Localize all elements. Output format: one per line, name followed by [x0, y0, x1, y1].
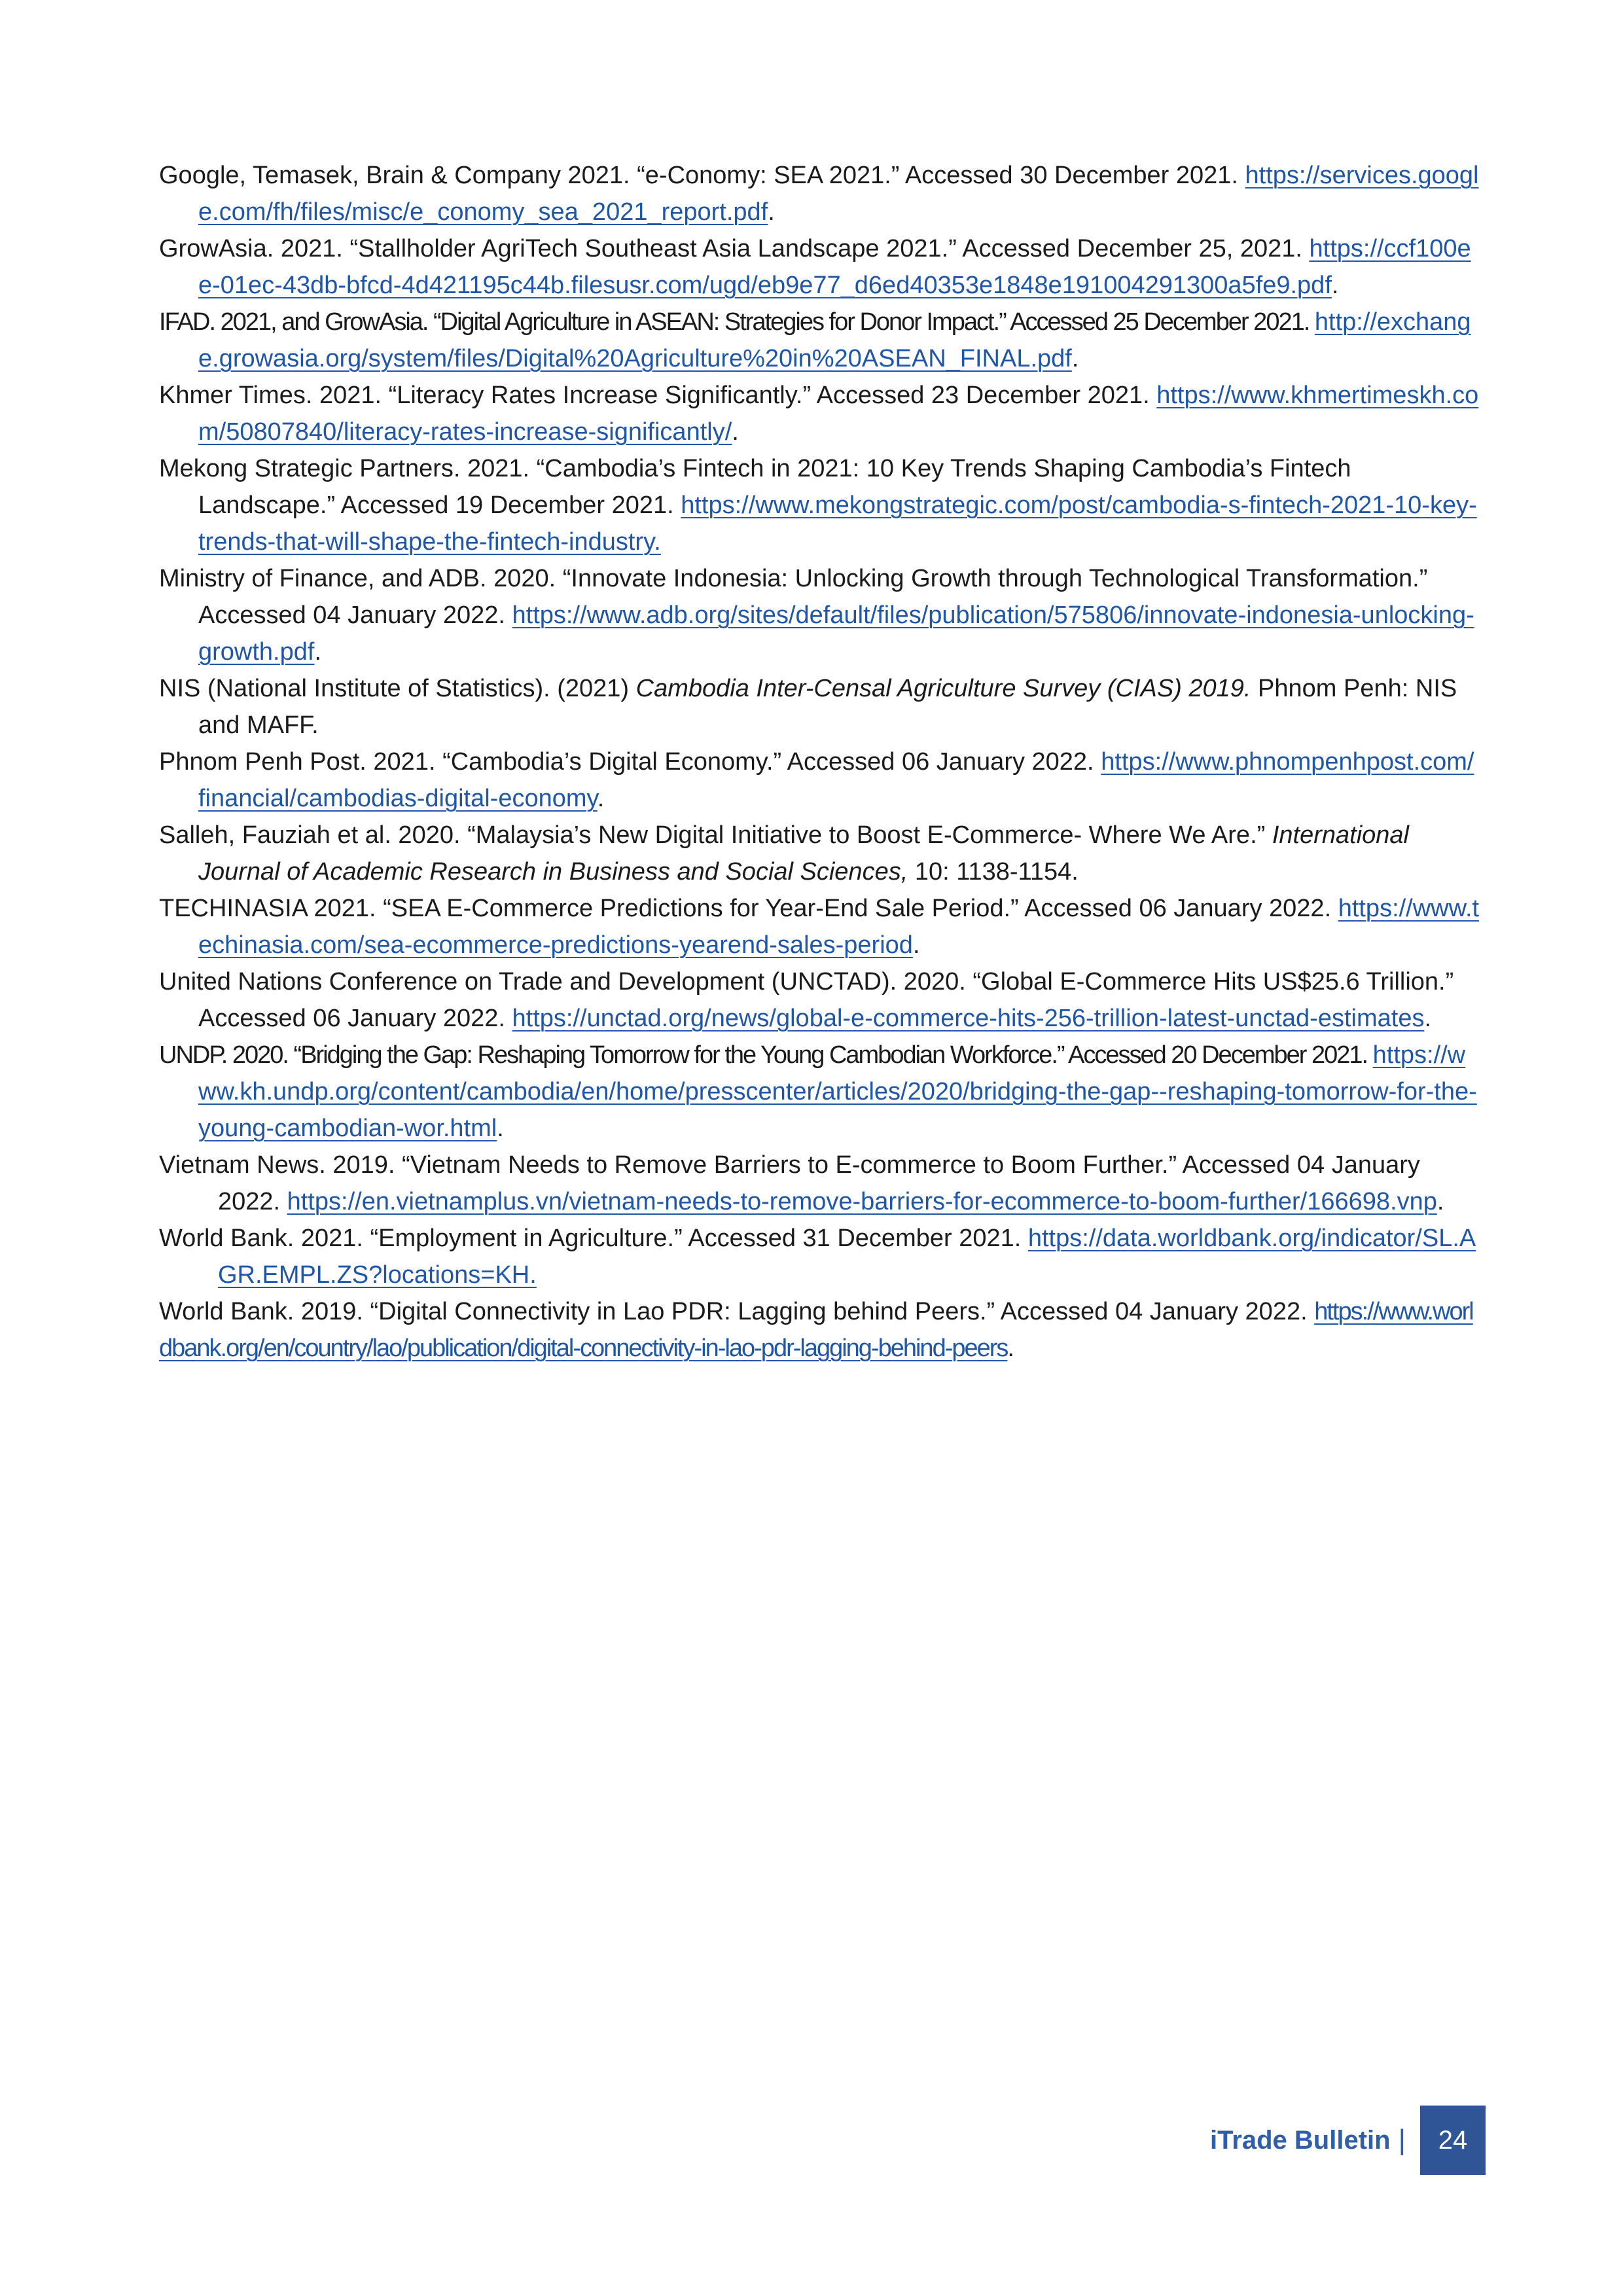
reference-text: Vietnam News. 2019. “Vietnam Needs to Remove Barriers to E-commerce to Boom Further.” Accessed 04 January 2022. — [159, 1151, 1420, 1215]
reference-trailer: . — [1424, 1005, 1432, 1032]
reference-entry — [159, 377, 1481, 450]
footer-separator: | — [1398, 2124, 1406, 2156]
reference-entry — [159, 963, 1481, 1037]
reference-trailer: . — [1331, 272, 1339, 299]
reference-entry — [159, 450, 1481, 560]
reference-italic-title: International Journal of Academic Research in Business and Social Sciences, — [198, 821, 1409, 886]
reference-link[interactable]: https://en.vietnamplus.vn/vietnam-needs-to-remove-barriers-for-ecommerce-to-boom-further/166698.vnp — [287, 1188, 1437, 1215]
reference-entry — [159, 1147, 1481, 1220]
reference-text: Mekong Strategic Partners. 2021. “Cambodia’s Fintech in 2021: 10 Key Trends Shaping Cambodia’s Fintech Landscape.” Accessed 19 December 2021. — [159, 455, 1351, 519]
reference-trailer: . — [1007, 1335, 1014, 1362]
reference-trailer: . — [1071, 345, 1078, 372]
reference-entry — [159, 560, 1481, 670]
reference-text: Phnom Penh Post. 2021. “Cambodia’s Digital Economy.” Accessed 06 January 2022. — [159, 748, 1101, 776]
reference-text: World Bank. 2019. “Digital Connectivity in Lao PDR: Lagging behind Peers.” Accessed 04 January 2022. — [159, 1298, 1315, 1325]
reference-entry — [159, 670, 1481, 744]
reference-text: TECHINASIA 2021. “SEA E-Commerce Predictions for Year-End Sale Period.” Accessed 06 January 2022. — [159, 895, 1338, 922]
reference-text: UNDP. 2020. “Bridging the Gap: Reshaping Tomorrow for the Young Cambodian Workforce.” Accessed 20 December 2021. — [159, 1041, 1373, 1069]
reference-trailer: . — [768, 198, 775, 226]
reference-link[interactable]: http://exchange.growasia.org/system/files/Digital%20Agriculture%20in%20ASEAN_FINAL.pdf — [198, 308, 1471, 372]
reference-link[interactable]: https://www.worldbank.org/en/country/lao/publication/digital-connectivity-in-lao-pdr-lagging-behind-peers — [159, 1298, 1473, 1362]
reference-trailer: . — [597, 785, 605, 812]
page-footer — [1171, 2104, 1486, 2176]
reference-italic-title: Cambodia Inter-Censal Agriculture Survey (CIAS) 2019. — [635, 675, 1251, 702]
reference-text: United Nations Conference on Trade and Development (UNCTAD). 2020. “Global E-Commerce Hits US$25.6 Trillion.” Accessed 06 January 2022. — [159, 968, 1454, 1032]
reference-link[interactable]: https://www.khmertimeskh.com/50807840/literacy-rates-increase-significantly/ — [198, 382, 1479, 446]
reference-text: Google, Temasek, Brain & Company 2021. “e-Conomy: SEA 2021.” Accessed 30 December 2021. — [159, 162, 1245, 189]
page-number-badge — [1420, 2106, 1486, 2175]
reference-entry — [159, 157, 1481, 230]
reference-link[interactable]: https://www.adb.org/sites/default/files/publication/575806/innovate-indonesia-unlocking-growth.pdf — [198, 601, 1474, 666]
reference-trailer: Phnom Penh: NIS and MAFF. — [198, 675, 1457, 739]
reference-text: NIS (National Institute of Statistics). (2021) — [159, 675, 636, 702]
reference-trailer: . — [912, 931, 920, 959]
reference-link[interactable]: https://data.worldbank.org/indicator/SL.AGR.EMPL.ZS?locations=KH. — [218, 1225, 1476, 1289]
reference-link[interactable]: https://services.google.com/fh/files/misc/e_conomy_sea_2021_report.pdf — [198, 162, 1479, 226]
reference-trailer: 10: 1138-1154. — [908, 858, 1079, 886]
reference-entry — [159, 817, 1481, 890]
reference-text: World Bank. 2021. “Employment in Agriculture.” Accessed 31 December 2021. — [159, 1225, 1028, 1252]
reference-link[interactable]: https://ccf100ee-01ec-43db-bfcd-4d421195c44b.filesusr.com/ugd/eb9e77_d6ed40353e1848e191004291300a5fe9.pdf — [198, 235, 1471, 299]
reference-entry — [159, 1220, 1481, 1293]
reference-text: Ministry of Finance, and ADB. 2020. “Innovate Indonesia: Unlocking Growth through Technological Transformation.” Accessed 04 January 2022. — [159, 565, 1428, 629]
reference-entry — [159, 230, 1481, 304]
reference-entry — [159, 890, 1481, 963]
publication-title: iTrade Bulletin — [1209, 2125, 1391, 2155]
reference-link[interactable]: https://www.techinasia.com/sea-ecommerce-predictions-yearend-sales-period — [198, 895, 1480, 959]
reference-trailer: . — [497, 1115, 503, 1142]
reference-text: IFAD. 2021, and GrowAsia. “Digital Agriculture in ASEAN: Strategies for Donor Impact.” Accessed 25 December 2021. — [159, 308, 1315, 336]
reference-trailer: . — [1436, 1188, 1444, 1215]
reference-trailer: . — [732, 418, 739, 446]
reference-trailer: . — [314, 638, 322, 666]
reference-text: Khmer Times. 2021. “Literacy Rates Increase Significantly.” Accessed 23 December 2021. — [159, 382, 1157, 409]
reference-text: Salleh, Fauziah et al. 2020. “Malaysia’s New Digital Initiative to Boost E-Commerce- Where We Are.” — [159, 821, 1272, 849]
reference-entry — [159, 1037, 1481, 1147]
reference-entry — [159, 304, 1481, 377]
reference-link[interactable]: https://www.phnompenhpost.com/financial/cambodias-digital-economy — [198, 748, 1474, 812]
page-number: 24 — [1438, 2125, 1468, 2155]
reference-list — [159, 157, 1481, 1367]
reference-entry — [159, 744, 1481, 817]
reference-link[interactable]: https://www.kh.undp.org/content/cambodia/en/home/presscenter/articles/2020/bridging-the-gap--reshaping-tomorrow-for-the-young-cambodian-wor.html — [198, 1041, 1477, 1142]
reference-link[interactable]: https://www.mekongstrategic.com/post/cambodia-s-fintech-2021-10-key-trends-that-will-shape-the-fintech-industry. — [198, 492, 1477, 556]
reference-entry — [159, 1293, 1481, 1367]
reference-text: GrowAsia. 2021. “Stallholder AgriTech Southeast Asia Landscape 2021.” Accessed December 25, 2021. — [159, 235, 1310, 262]
reference-link[interactable]: https://unctad.org/news/global-e-commerce-hits-256-trillion-latest-unctad-estimates — [512, 1005, 1425, 1032]
